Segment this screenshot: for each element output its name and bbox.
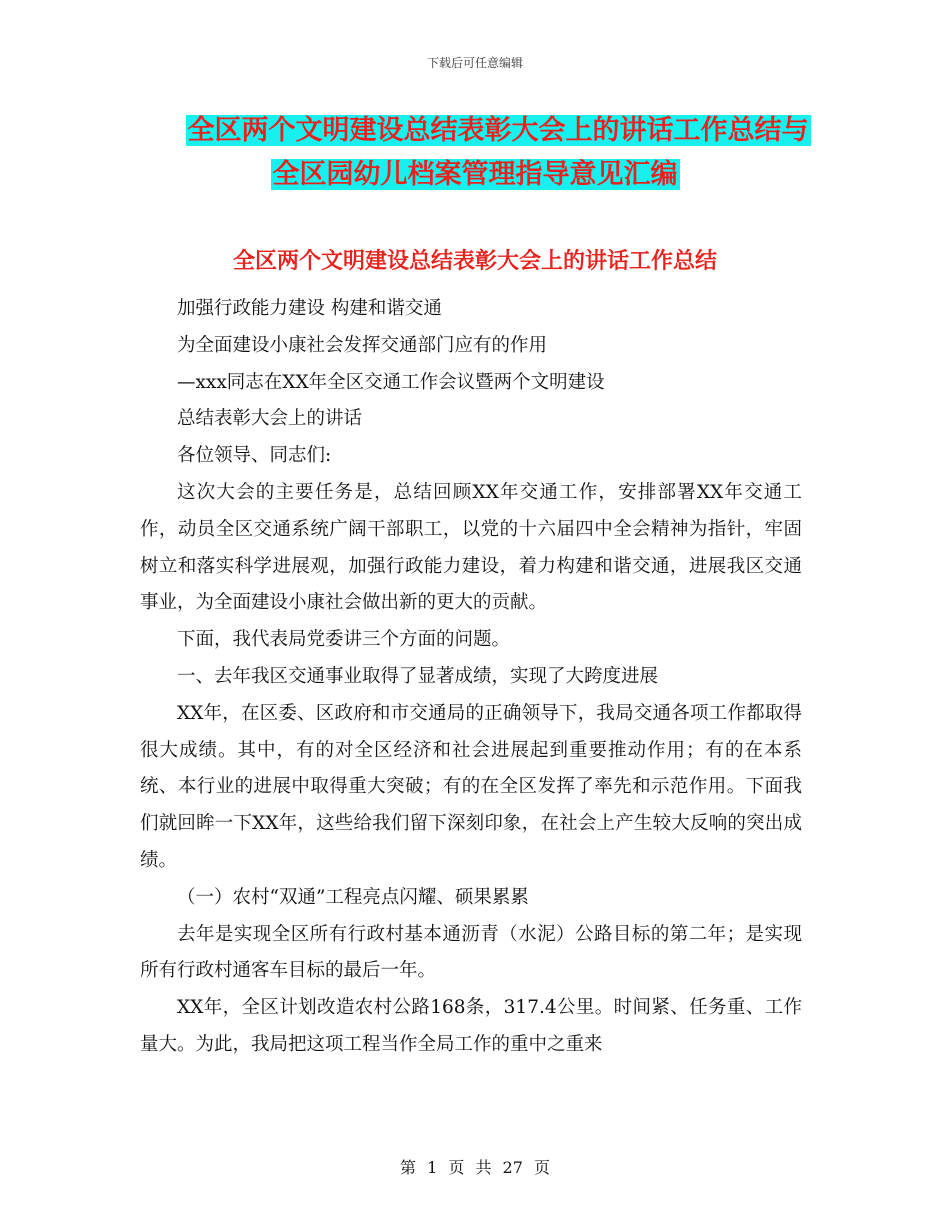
header-note: 下载后可任意编辑 (426, 56, 523, 70)
paragraph: —xxx同志在XX年全区交通工作会议暨两个文明建设 (177, 371, 605, 393)
paragraph: 去年是实现全区所有行政村基本通沥青（水泥）公路目标的第二年；是实现所有行政村通客车目标的最后一年。 (140, 923, 802, 982)
main-title-line-2 (0, 155, 950, 195)
paragraph: 为全面建设小康社会发挥交通部门应有的作用 (177, 334, 548, 356)
paragraph: XX年，在区委、区政府和市交通局的正确领导下，我局交通各项工作都取得很大成绩。其中，有的对全区经济和社会进展起到重要推动作用；有的在本系统、本行业的进展中取得重大突破；有的在全区发挥了率先和示范作用。下面我们就回眸一下XX年，这些给我们留下深刻印象，在社会上产生较大反响的突出成绩。 (140, 702, 802, 871)
paragraph: 加强行政能力建设 构建和谐交通 (177, 298, 442, 319)
section-title: 全区两个文明建设总结表彰大会上的讲话工作总结 (232, 249, 717, 274)
main-title-line-1 (0, 111, 950, 151)
paragraph: 总结表彰大会上的讲话 (177, 408, 363, 430)
paragraph: 下面，我代表局党委讲三个方面的问题。 (177, 629, 511, 651)
paragraph: XX年，全区计划改造农村公路168条，317.4公里。时间紧、任务重、工作量大。为此，我局把这项工程当作全局工作的重中之重来 (140, 997, 802, 1055)
paragraph: 这次大会的主要任务是，总结回顾XX年交通工作，安排部署XX年交通工作，动员全区交通系统广阔干部职工，以党的十六届四中全会精神为指针，牢固树立和落实科学进展观，加强行政能力建设，着力构建和谐交通，进展我区交通事业，为全面建设小康社会做出新的更大的贡献。 (140, 481, 802, 614)
document-body (140, 291, 802, 1064)
main-title-line-2-text: 全区园幼儿档案管理指导意见汇编 (272, 159, 678, 190)
paragraph: 一、去年我区交通事业取得了显著成绩，实现了大跨度进展 (177, 665, 659, 687)
page-number-footer: 第 1 页 共 27 页 (400, 1158, 550, 1177)
paragraph: 各位领导、同志们: (177, 445, 332, 467)
paragraph: （一）农村“双通”工程亮点闪耀、硕果累累 (177, 886, 529, 908)
main-title-line-1-text: 全区两个文明建设总结表彰大会上的讲话工作总结与 (187, 115, 809, 146)
